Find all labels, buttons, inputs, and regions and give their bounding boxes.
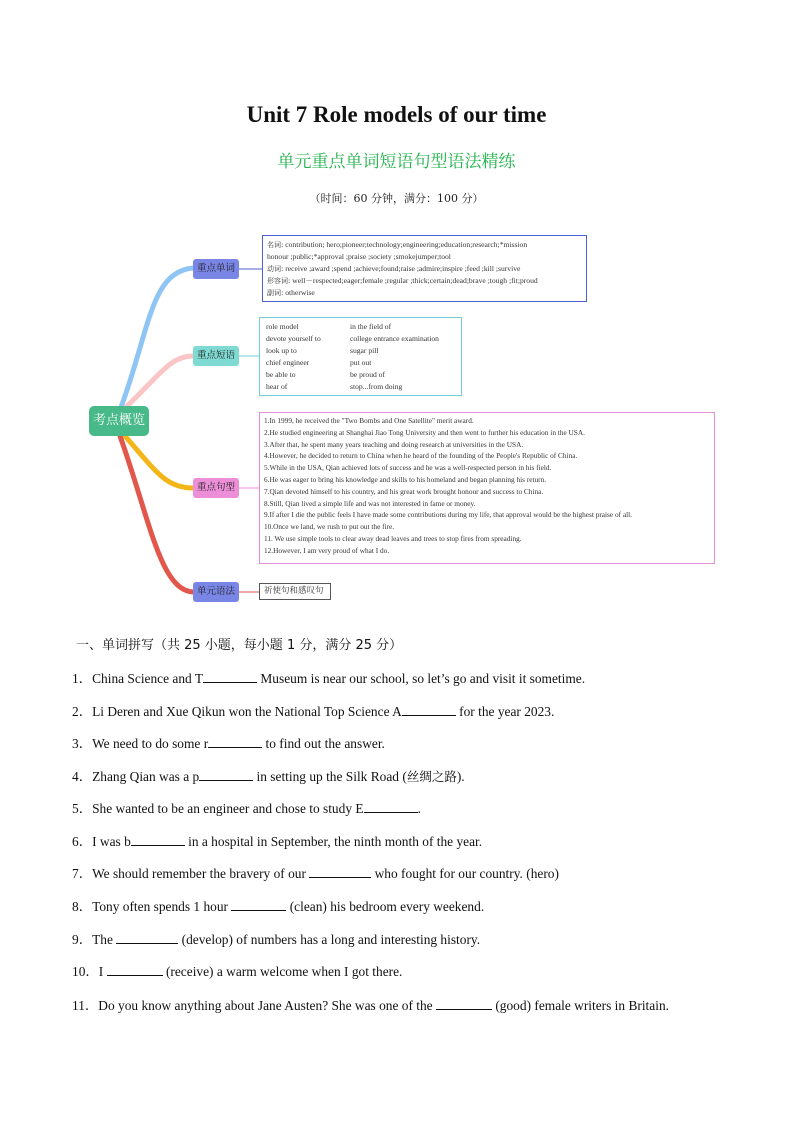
- grammar-box: 祈使句和感叹句: [259, 583, 331, 600]
- sentence-line: 9.If after I die the public feels I have made some contributions during my life, that approval would be the highest praise of all.: [264, 510, 632, 520]
- answer-blank[interactable]: [107, 962, 163, 976]
- sentence-line: 8.Still, Qian lived a simple life and was not interested in fame or money.: [264, 498, 476, 508]
- branch-key-phrases: 重点短语: [193, 346, 239, 366]
- question-item: 7．We should remember the bravery of our who fought for our country. (hero): [72, 863, 559, 882]
- question-item: 8．Tony often spends 1 hour (clean) his bedroom every weekend.: [72, 896, 484, 915]
- sentence-line: 4.However, he decided to return to China when he heard of the founding of the People's Republic of China.: [264, 451, 578, 461]
- connector-words: [120, 268, 193, 410]
- question-item: 11．Do you know anything about Jane Austen? She was one of the (good) female writers in Britain.: [72, 995, 669, 1014]
- words-nouns: 名词: contribution; hero;pioneer;technology;engineering;education;research;*mission: [267, 240, 528, 249]
- time-and-score: （时间：60 分钟，满分：100 分）: [309, 192, 484, 205]
- question-item: 10．I (receive) a warm welcome when I got there.: [72, 961, 402, 980]
- answer-blank[interactable]: [402, 702, 456, 716]
- sentence-line: 3.After that, he spent many years teaching and doing research at universities in the USA.: [264, 439, 524, 449]
- sentence-line: 6.He was eager to bring his knowledge and skills to his homeland and began planning his return.: [264, 474, 547, 484]
- sentence-line: 1.In 1999, he received the "Two Bombs and One Satellite" merit award.: [264, 416, 474, 425]
- answer-blank[interactable]: [208, 734, 262, 748]
- phrase-row: role model in the field of: [266, 322, 392, 331]
- phrase-row: be able to be proud of: [266, 370, 386, 379]
- question-item: 5．She wanted to be an engineer and chose to study E .: [72, 798, 421, 817]
- answer-blank[interactable]: [203, 669, 257, 683]
- sentence-line: 10.Once we land, we rush to put out the fire.: [264, 522, 395, 532]
- key-words-box: [262, 235, 587, 302]
- page-title: Unit 7 Role models of our time: [246, 102, 547, 127]
- question-item: 2．Li Deren and Xue Qikun won the National Top Science A for the year 2023.: [72, 701, 554, 720]
- phrase-row: hear of stop...from doing: [266, 382, 403, 391]
- phrase-row: chief engineer put out: [266, 358, 372, 367]
- sentence-line: 5.While in the USA, Qian achieved lots of success and he was a well-respected person in his field.: [264, 463, 552, 473]
- sentence-line: 11. We use simple tools to clear away dead leaves and trees to stop fires from spreading.: [264, 533, 522, 543]
- phrase-row: look up to sugar pill: [266, 346, 379, 355]
- words-adverbs: 副词: otherwise: [267, 288, 315, 297]
- answer-blank[interactable]: [131, 832, 185, 846]
- answer-blank[interactable]: [436, 996, 492, 1010]
- question-item: 6．I was b in a hospital in September, the ninth month of the year.: [72, 831, 482, 850]
- answer-blank[interactable]: [231, 897, 286, 911]
- branch-key-sentences: 重点句型: [193, 478, 239, 498]
- sentence-line: 12.However, I am very proud of what I do.: [264, 545, 390, 555]
- question-item: 4．Zhang Qian was a p in setting up the Silk Road (丝绸之路).: [72, 766, 465, 785]
- key-sentences-box: [259, 412, 715, 564]
- question-item: 3．We need to do some r to find out the answer.: [72, 733, 385, 752]
- phrase-row: devote yourself to college entrance examination: [266, 334, 439, 343]
- answer-blank[interactable]: [116, 930, 178, 944]
- words-nouns-cont: honour ;public;*approval ;praise ;society ;smokejumper;tool: [267, 252, 451, 261]
- words-verbs: 动词: receive ;award ;spend ;achieve;found;raise ;admire;inspire ;feed ;kill ;survive: [267, 264, 521, 273]
- branch-key-words: 重点单词: [193, 259, 239, 279]
- words-adjectives: 形容词: well－respected;eager;female ;regular ;thick;certain;dead;brave ;tough ;fit;proud: [267, 276, 538, 285]
- section-heading: 一、单词拼写（共 25 小题，每小题 1 分，满分 25 分）: [76, 638, 403, 653]
- branch-unit-grammar: 单元语法: [193, 582, 239, 602]
- mindmap-root: 考点概览: [89, 406, 149, 436]
- answer-blank[interactable]: [309, 864, 371, 878]
- key-phrases-box: [259, 317, 462, 396]
- question-item: 9．The (develop) of numbers has a long and interesting history.: [72, 929, 480, 948]
- question-item: 1．China Science and T Museum is near our school, so let’s go and visit it sometime.: [72, 668, 585, 687]
- answer-blank[interactable]: [199, 767, 253, 781]
- answer-blank[interactable]: [364, 799, 418, 813]
- sentence-line: 7.Qian devoted himself to his country, and his great work brought honour and success to China.: [264, 486, 544, 496]
- page-subtitle: 单元重点单词短语句型语法精练: [277, 152, 516, 172]
- sentence-line: 2.He studied engineering at Shanghai Jiao Tong University and then went to further his education in the USA.: [264, 427, 585, 437]
- connector-grammar: [120, 436, 193, 592]
